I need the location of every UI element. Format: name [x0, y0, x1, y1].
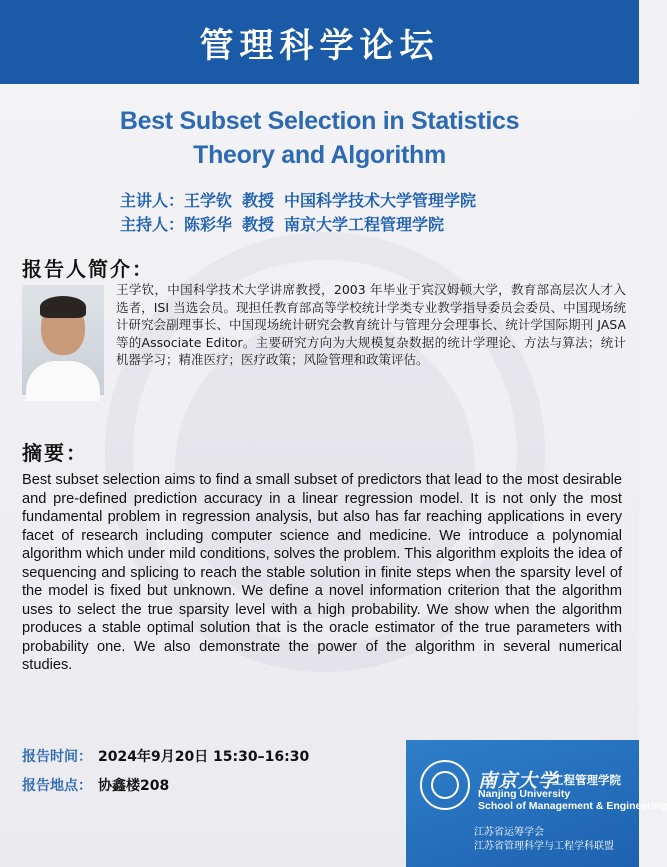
school-logo-block	[406, 740, 667, 867]
university-name-en: Nanjing University	[478, 788, 571, 800]
co-organizer-2: 江苏省管理科学与工程学科联盟	[474, 841, 614, 852]
host-label: 主持人：	[120, 215, 185, 234]
place-row	[22, 775, 169, 795]
header-band	[0, 0, 639, 84]
speaker-title: 教授	[242, 191, 275, 210]
speaker-label: 主讲人：	[120, 191, 185, 210]
school-name-en: School of Management & Engineering	[478, 800, 667, 812]
time-value: 2024年9月20日 15:30–16:30	[98, 749, 310, 765]
abstract-heading: 摘要：	[22, 441, 88, 465]
speaker-name: 王学钦	[184, 191, 233, 210]
school-name-cn: 工程管理学院	[552, 773, 621, 787]
bio-heading: 报告人简介：	[22, 257, 154, 281]
forum-title: 管理科学论坛	[199, 25, 440, 66]
speaker-block	[120, 189, 620, 237]
place-value: 协鑫楼208	[98, 778, 170, 794]
university-name-cn: 南京大学	[478, 770, 559, 792]
co-organizers	[474, 826, 614, 854]
host-title: 教授	[242, 215, 275, 234]
time-row	[22, 746, 309, 766]
speaker-line	[120, 189, 620, 213]
speaker-affiliation: 中国科学技术大学管理学院	[284, 191, 477, 210]
time-label: 报告时间：	[22, 749, 92, 765]
speaker-bio: 王学钦，中国科学技术大学讲席教授，2003 年毕业于宾汉姆顿大学，教育部高层次人才入选者，ISI 当选会员。现担任教育部高等学校统计学类专业教学指导委员会委员、中国现场统计研究会副理事长、中国现场统计研究会教育统计与管理分会理事长、统计学国际期刊 JASA 等的Associate Editor。主要研究方向为大规模复杂数据的统计学理论、方法与算法；统计机器学习；精准医疗；医疗政策；风险管理和政策评估。	[116, 282, 626, 367]
talk-title-line1: Best Subset Selection in Statistics	[119, 107, 520, 135]
abstract-text: Best subset selection aims to find a small subset of predictors that lead to the most desirable and pre-defined prediction accuracy in a linear regression model. It is not only the most fundamental problem in regression analysis, but also has far reaching applications in every facet of research including computer science and medicine. We introduce a polynomial algorithm which under mild conditions, solves the problem. This algorithm exploits the idea of sequencing and splicing to reach the stable solution in finite steps when the sparsity level of the model is fixed but unknown. We define a novel information criterion that the algorithm uses to select the true sparsity level with a high probability. We show when the algorithm produces a stable optimal solution that is the oracle estimator of the true parameters with probability one. We also demonstrate the power of the algorithm in several numerical studies.	[22, 472, 622, 673]
talk-title-line2: Theory and Algorithm	[193, 141, 446, 169]
co-organizer-1: 江苏省运筹学会	[474, 827, 544, 838]
host-affiliation: 南京大学工程管理学院	[284, 215, 445, 234]
host-name: 陈彩华	[184, 215, 233, 234]
talk-title	[0, 104, 639, 172]
place-label: 报告地点：	[22, 778, 92, 794]
speaker-photo	[22, 285, 104, 395]
university-seal-icon	[420, 760, 470, 810]
host-line	[120, 213, 620, 237]
